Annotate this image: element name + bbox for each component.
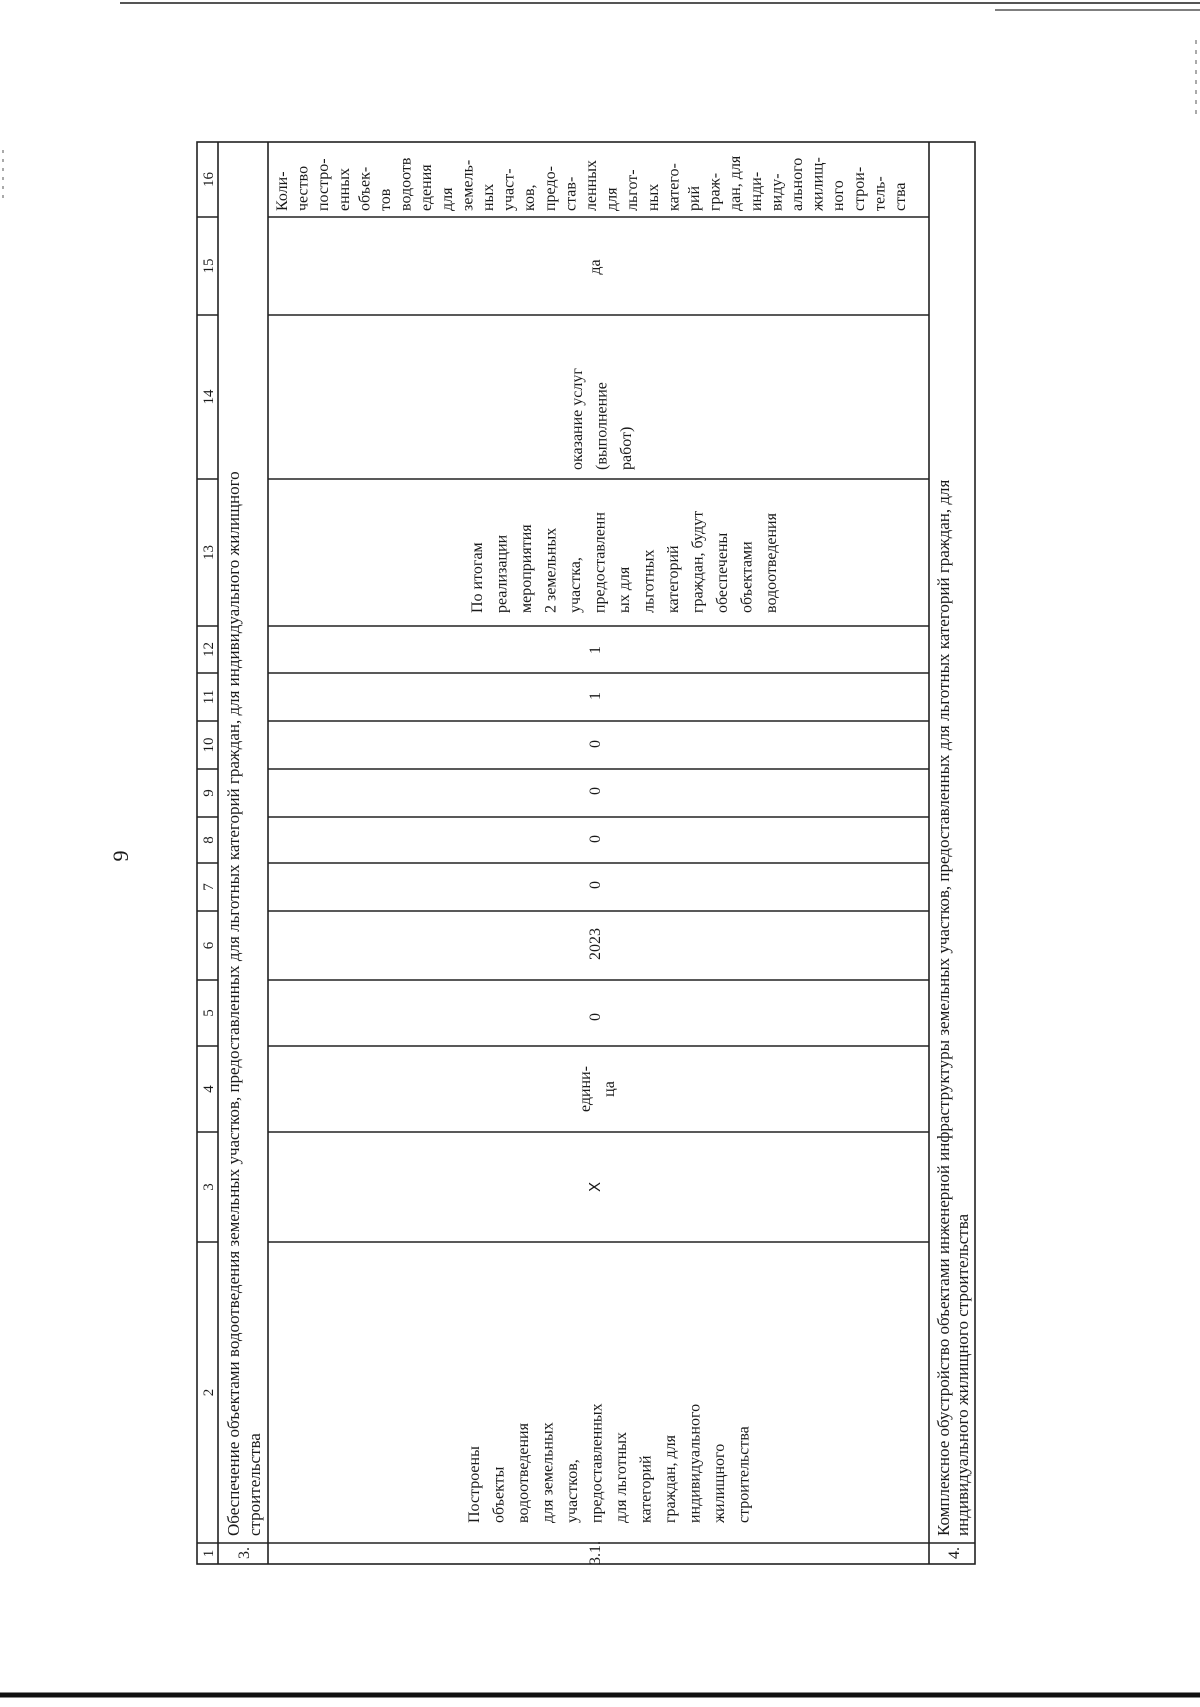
column-number-6: 6: [201, 941, 217, 950]
c16-line-5: тов: [377, 188, 394, 211]
c16-line-14: став-: [562, 176, 580, 211]
row31-col10: 0: [587, 740, 604, 748]
c13-line-2: мероприятия: [518, 524, 535, 613]
c13-line-3: 2 земельных: [542, 527, 560, 613]
column-dividers: [197, 217, 929, 1543]
c2-line-3: для земельных: [539, 1422, 557, 1523]
section3-title-line2: строительства: [245, 1433, 264, 1536]
c16-line-24: виду-: [768, 173, 786, 211]
c14-line-1: (выполнение: [593, 382, 611, 470]
table: [197, 142, 975, 1565]
c16-line-8: для: [438, 187, 456, 211]
section3-title-line1: Обеспечение объектами водоотведения земельных участков, предоставленных для льготных категорий граждан, для индивидуального жилищного: [224, 471, 243, 1536]
c16-line-6: водоотв: [397, 157, 415, 211]
c16-line-26: жилищ-: [809, 157, 827, 211]
page-number: 9: [108, 850, 133, 862]
section4-title-line2: индивидуального жилищного строительства: [953, 1213, 972, 1536]
c16-line-17: льгот-: [624, 169, 642, 211]
column-number-16: 16: [201, 172, 217, 187]
row31-type-of-result: [569, 368, 635, 470]
c2-line-8: граждан, для: [662, 1434, 679, 1523]
row31-col8: 0: [587, 835, 604, 843]
row31-col7: 0: [587, 881, 604, 889]
column-number-1: 1: [201, 1549, 217, 1558]
row31-col5: 0: [587, 1013, 604, 1021]
c2-line-5: предоставленных: [588, 1403, 606, 1523]
c2-line-4: участков,: [564, 1459, 581, 1523]
row31-indicator-description: [274, 155, 909, 212]
column-number-9: 9: [201, 789, 217, 797]
c2-line-11: строительства: [735, 1426, 753, 1523]
column-number-13: 13: [201, 545, 217, 560]
c13-line-10: обеспечены: [714, 532, 731, 613]
column-number-12: 12: [201, 642, 217, 657]
table-frame: [197, 142, 975, 1564]
c16-line-16: для: [603, 187, 621, 211]
c14-line-2: работ): [618, 426, 635, 470]
c13-line-12: водоотведения: [763, 513, 780, 613]
c2-line-10: жилищного: [711, 1443, 728, 1523]
c13-line-8: категорий: [665, 545, 682, 613]
c16-line-28: строи-: [850, 166, 868, 211]
row31-col9: 0: [587, 787, 604, 795]
column-number-row: [201, 172, 217, 1558]
row31-col15: да: [587, 259, 604, 275]
c4-line-1: ца: [601, 1081, 618, 1097]
c16-line-23: инди-: [747, 171, 765, 211]
column-number-10: 10: [201, 737, 217, 753]
c16-line-1: чество: [294, 165, 312, 211]
c16-line-22: дан, для: [727, 155, 745, 211]
c16-line-29: тель-: [871, 176, 889, 211]
c16-line-9: земель-: [459, 159, 477, 211]
page-number-group: [108, 851, 133, 862]
c16-line-4: объек-: [356, 166, 374, 211]
c2-line-7: категорий: [637, 1455, 655, 1523]
section4-title-line1: Комплексное обустройство объектами инженерной инфраструктуры земельных участков, предоставленных для льготных категорий граждан, для: [934, 479, 953, 1536]
row31-result-note: [469, 511, 780, 613]
section3-number: 3.: [236, 1547, 253, 1559]
c16-line-21: граж-: [706, 172, 724, 211]
row31-col12: 1: [587, 646, 604, 654]
c13-line-7: льготных: [640, 549, 658, 613]
c16-line-30: ства: [892, 182, 909, 211]
c2-line-1: объекты: [490, 1466, 508, 1523]
c16-line-27: ного: [830, 180, 848, 211]
row31-number: 3.1.: [587, 1541, 604, 1565]
row31-col6: 2023: [587, 928, 604, 960]
c2-line-6: для льготных: [613, 1431, 630, 1523]
c13-line-6: ых для: [616, 566, 633, 613]
column-number-7: 7: [201, 883, 217, 891]
column-number-11: 11: [201, 689, 217, 705]
c13-line-5: предоставленн: [591, 512, 609, 613]
c13-line-0: По итогам: [469, 542, 486, 613]
c16-line-2: постро-: [315, 158, 333, 211]
c13-line-11: объектами: [738, 541, 756, 613]
c16-line-13: предо-: [541, 166, 559, 211]
c16-line-10: ных: [480, 183, 497, 211]
row31-col11: 1: [587, 692, 604, 700]
column-number-3: 3: [201, 1183, 217, 1191]
c16-line-15: ленных: [583, 160, 600, 211]
column-number-2: 2: [201, 1388, 217, 1397]
c16-line-19: катего-: [665, 163, 683, 211]
column-number-8: 8: [201, 836, 217, 844]
column-number-15: 15: [201, 258, 217, 274]
c13-line-9: граждан, будут: [689, 510, 707, 613]
c16-line-20: рий: [686, 185, 703, 211]
c16-line-25: ального: [789, 157, 806, 211]
c16-line-18: ных: [644, 183, 662, 211]
row31-col3: X: [586, 1181, 604, 1193]
row31-unit: [577, 1066, 618, 1112]
c13-line-1: реализации: [493, 534, 511, 613]
c16-line-0: Коли-: [274, 171, 291, 211]
column-number-4: 4: [201, 1085, 217, 1093]
c16-line-11: участ-: [500, 168, 518, 211]
c16-line-12: ков,: [521, 184, 539, 211]
c16-line-3: енных: [335, 168, 353, 211]
c4-line-0: едини-: [577, 1065, 594, 1113]
c16-line-7: едения: [418, 164, 436, 211]
column-number-5: 5: [201, 1009, 217, 1017]
c2-line-9: индивидуального: [686, 1403, 704, 1523]
row31-indicator-name: [466, 1403, 753, 1524]
column-number-14: 14: [201, 389, 217, 405]
c14-line-0: оказание услуг: [569, 368, 586, 470]
section4-number: 4.: [946, 1547, 963, 1559]
c2-line-0: Построены: [466, 1446, 483, 1523]
c2-line-2: водоотведения: [515, 1423, 532, 1523]
c13-line-4: участка,: [567, 557, 584, 613]
